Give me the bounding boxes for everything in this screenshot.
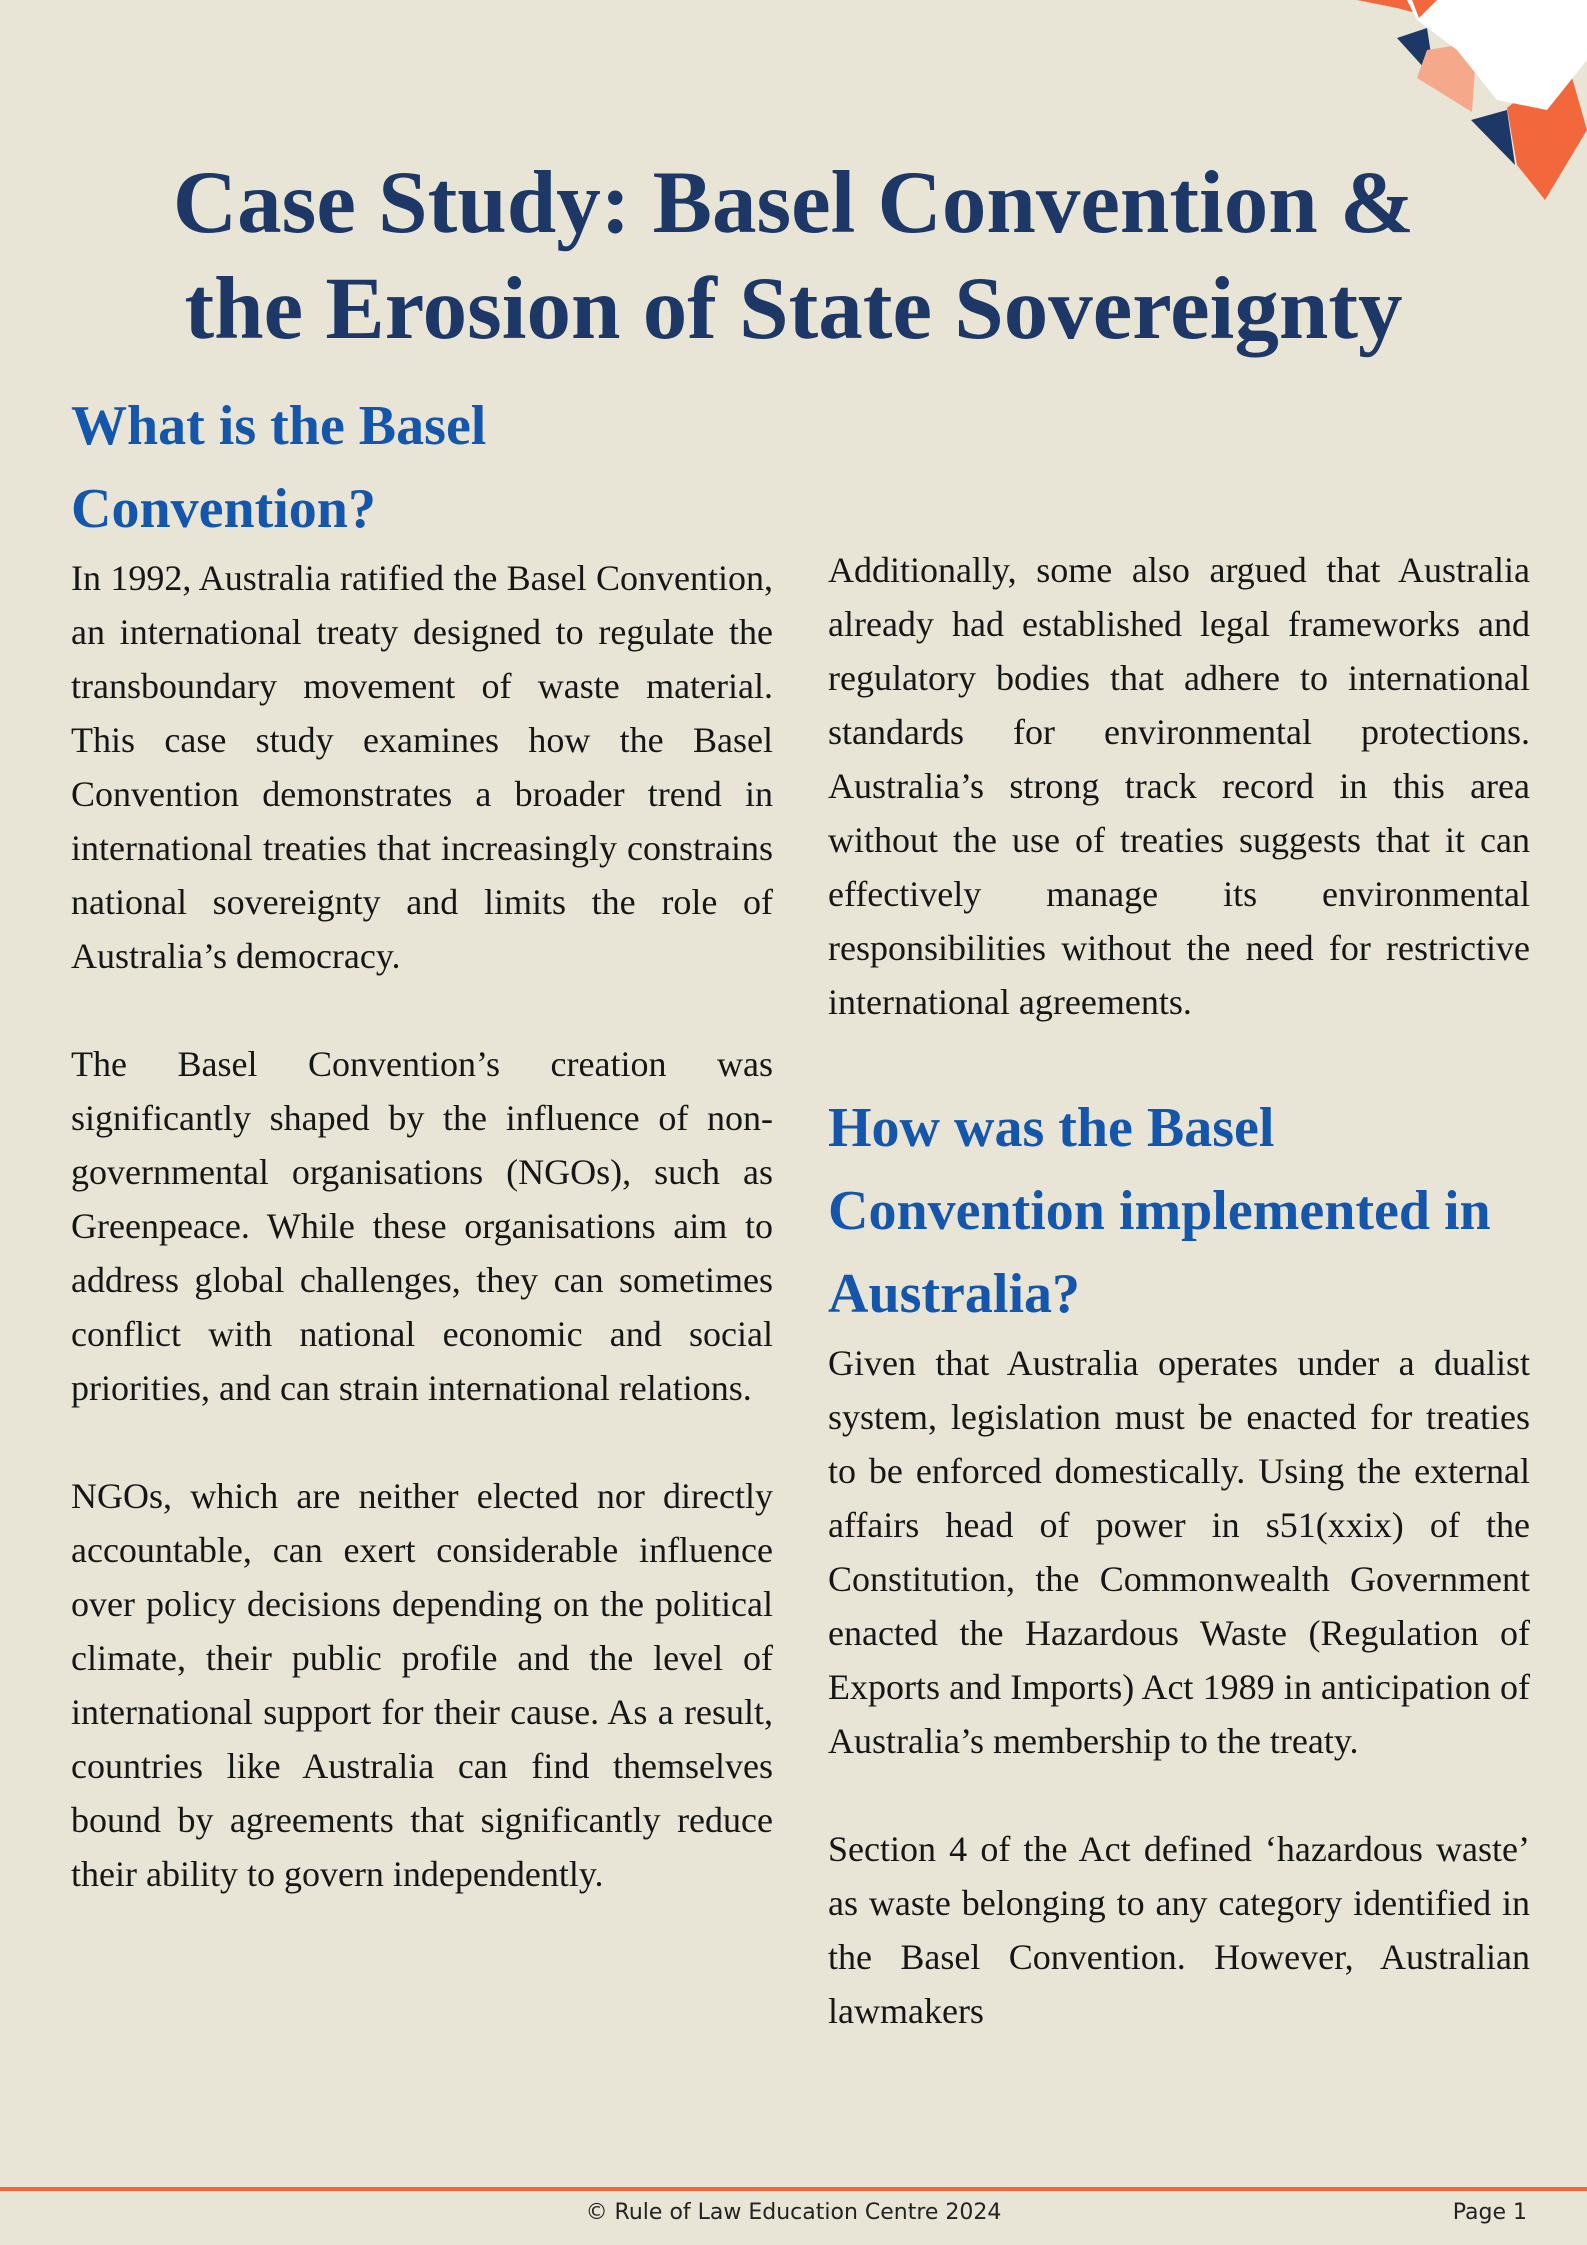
paragraph: Additionally, some also argued that Australia already had established legal frameworks and regulatory bodies that adhere to international standards for environmental protections. Australia’s strong track record in this area without the use of treaties suggests that it can effectively manage its environmental responsibilities without the need for restrictive international agreements. — [828, 550, 1530, 1022]
paragraph: NGOs, which are neither elected nor directly accountable, can exert considerable influence over policy decisions depending on the political climate, their public profile and the level of international support for their cause. As a result, countries like Australia can find themselves bound by agreements that significantly reduce their ability to govern independently. — [71, 1476, 773, 1894]
section-heading-what-is-basel: What is the Basel Convention? — [71, 395, 487, 540]
right-column — [828, 543, 1530, 2038]
footer-divider — [0, 2187, 1587, 2191]
paragraph: Given that Australia operates under a dualist system, legislation must be enacted for treaties to be enforced domestically. Using the external affairs head of power in s51(xxix) of the Constitution, the Commonwealth Government enacted the Hazardous Waste (Regulation of Exports and Imports) Act 1989 in anticipation of Australia’s membership to the treaty. — [828, 1343, 1530, 1761]
section-heading-implementation: How was the Basel Convention implemented in Australia? — [828, 1097, 1491, 1325]
footer-copyright: © Rule of Law Education Centre 2024 — [585, 2200, 1002, 2225]
paragraph: The Basel Convention’s creation was significantly shaped by the influence of non-governmental organisations (NGOs), such as Greenpeace. While these organisations aim to address global challenges, they can sometimes conflict with national economic and social priorities, and can strain international relations. — [71, 1044, 773, 1408]
page-title-line-1: Case Study: Basel Convention & — [172, 154, 1415, 252]
page-title — [0, 150, 1587, 362]
paragraph: Section 4 of the Act defined ‘hazardous waste’ as waste belonging to any category identified in the Basel Convention. However, Australian lawmakers — [828, 1829, 1530, 2031]
page-title-line-2: the Erosion of State Sovereignty — [184, 260, 1403, 358]
page-number: Page 1 — [1452, 2200, 1527, 2225]
paragraph: In 1992, Australia ratified the Basel Convention, an international treaty designed to regulate the transboundary movement of waste material. This case study examines how the Basel Convention demonstrates a broader trend in international treaties that increasingly constrains national sovereignty and limits the role of Australia’s democracy. — [71, 558, 773, 976]
left-column — [71, 385, 773, 1901]
